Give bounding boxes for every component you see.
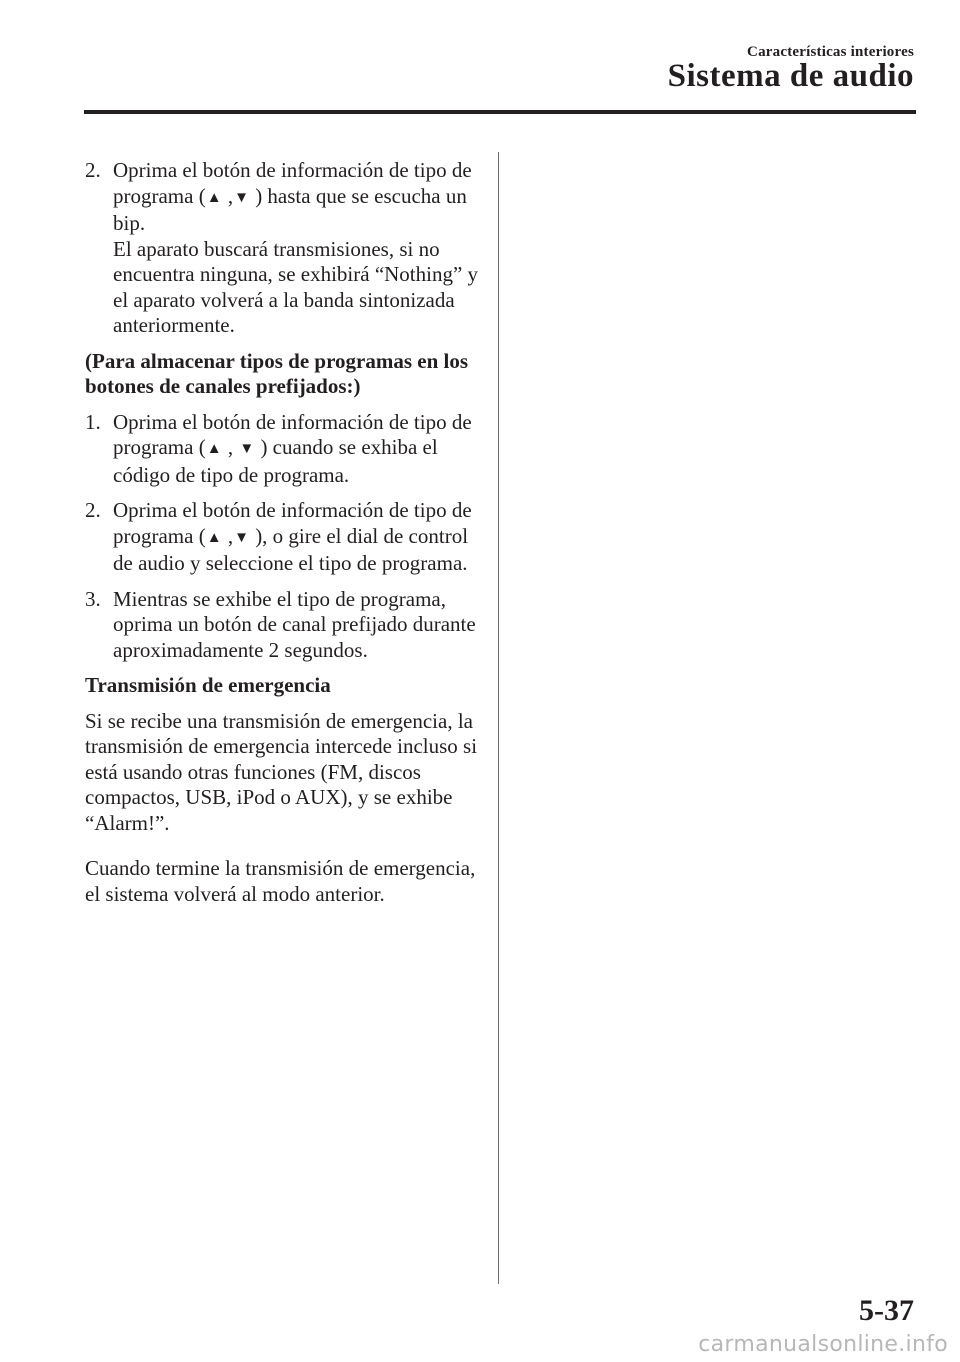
up-triangle-icon: ▲ xyxy=(206,189,222,206)
step-number: 2. xyxy=(85,498,101,522)
paragraph: Si se recibe una transmisión de emergencia, la transmisión de emergencia intercede incluso si está usando otras funciones (FM, discos compactos, USB, iPod o AUX), y se exhibe “Alarm!”. xyxy=(85,708,478,835)
step-number: 3. xyxy=(85,586,101,611)
step-item xyxy=(85,158,485,339)
paragraph: Cuando termine la transmisión de emergencia, el sistema volverá al modo anterior. xyxy=(85,856,476,906)
main-content xyxy=(85,158,485,917)
watermark: carmanualsonline.info xyxy=(698,1332,948,1357)
column-divider xyxy=(498,152,499,1284)
page-title: Sistema de audio xyxy=(667,58,914,94)
step-text: Mientras se exhibe el tipo de programa, oprima un botón de canal prefijado durante aproximadamente 2 segundos. xyxy=(113,586,476,662)
step-number: 1. xyxy=(85,409,101,434)
step-item xyxy=(85,410,485,489)
step-item xyxy=(85,498,485,577)
step-text: Oprima el botón de información de tipo de programa (▲ ,▼ ), o gire el dial de control de audio y seleccione el tipo de programa. xyxy=(113,498,472,575)
down-triangle-icon: ▼ xyxy=(234,189,249,206)
step-text: Oprima el botón de información de tipo de programa (▲ , ▼ ) cuando se exhiba el código de tipo de programa. xyxy=(113,409,472,487)
page-number: 5-37 xyxy=(859,1294,914,1327)
up-triangle-icon: ▲ xyxy=(206,529,222,546)
step-note: El aparato buscará transmisiones, si no encuentra ninguna, se exhibirá “Nothing” y el aparato volverá a la banda sintonizada anteriormente. xyxy=(113,236,479,337)
step-text: Oprima el botón de información de tipo de programa (▲ ,▼ ) hasta que se escucha un bip. El aparato buscará transmisiones, si no encuentra ninguna, se exhibirá “Nothing” y el aparato volverá a la banda sintonizada anteriormente. xyxy=(113,158,485,339)
down-triangle-icon: ▼ xyxy=(234,529,249,546)
step-item xyxy=(85,587,485,664)
down-triangle-icon: ▼ xyxy=(239,441,255,457)
up-triangle-icon: ▲ xyxy=(206,441,222,457)
header-rule xyxy=(84,110,916,114)
section-label: Características interiores xyxy=(747,44,914,60)
step-number: 2. xyxy=(85,158,101,182)
subheading-store: (Para almacenar tipos de programas en los botones de canales prefijados:) xyxy=(85,348,469,398)
subheading-emergency: Transmisión de emergencia xyxy=(85,673,331,697)
